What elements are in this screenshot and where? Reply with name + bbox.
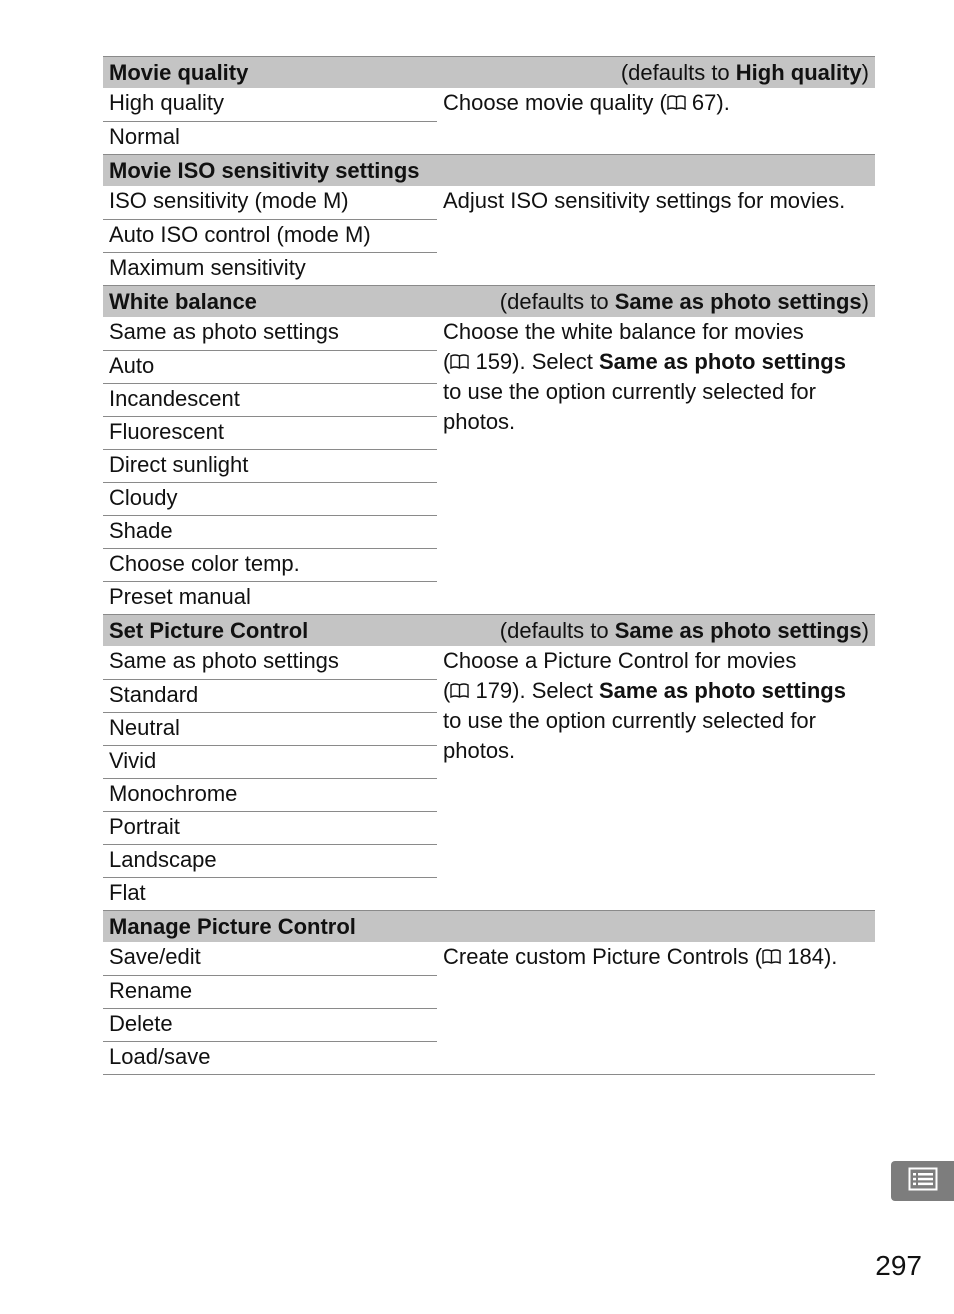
option-row: Standard: [103, 679, 437, 712]
option-row: Fluorescent: [103, 416, 437, 449]
default-value: Same as photo settings: [614, 617, 862, 643]
section-header: [103, 285, 875, 317]
section-title: Set Picture Control: [109, 617, 309, 643]
option-row: Maximum sensitivity: [103, 252, 437, 285]
option-row: Auto: [103, 350, 437, 383]
section-body: [103, 317, 875, 614]
option-row: Shade: [103, 515, 437, 548]
menu-list-tab: [891, 1161, 954, 1201]
book-icon: [667, 90, 686, 115]
option-row: Normal: [103, 121, 437, 154]
option-row: Same as photo settings: [109, 648, 339, 673]
section-header: [103, 56, 875, 88]
option-row: Monochrome: [103, 778, 437, 811]
page-number: 297: [875, 1250, 922, 1281]
option-row: Incandescent: [103, 383, 437, 416]
section-movie-iso: [103, 154, 875, 285]
section-movie-quality: [103, 56, 875, 154]
page-ref: 67: [691, 90, 717, 115]
section-header: [103, 910, 875, 942]
option-row: Landscape: [103, 844, 437, 877]
section-manage-picture-control: [103, 910, 875, 1074]
section-body: [103, 646, 875, 910]
option-row: Direct sunlight: [103, 449, 437, 482]
option-row: Rename: [103, 975, 437, 1008]
option-row: Choose color temp.: [103, 548, 437, 581]
section-header: [103, 614, 875, 646]
section-set-picture-control: [103, 614, 875, 910]
book-icon: [450, 678, 469, 703]
option-description: Adjust ISO sensitivity settings for movies.: [443, 188, 846, 213]
section-title: White balance: [109, 288, 257, 314]
option-row: Delete: [103, 1008, 437, 1041]
option-row: Neutral: [103, 712, 437, 745]
option-row: Portrait: [103, 811, 437, 844]
section-header: [103, 154, 875, 186]
section-body: [103, 186, 875, 285]
option-row: Load/save: [103, 1041, 437, 1074]
table-bottom-rule: [103, 1074, 875, 1075]
section-title: Manage Picture Control: [109, 913, 356, 939]
option-row: Same as photo settings: [109, 319, 339, 344]
option-row: High quality: [109, 90, 224, 115]
option-description: Choose movie quality ( 67).: [443, 90, 730, 115]
page-ref: 179: [475, 678, 513, 703]
section-body: [103, 88, 875, 154]
option-row: Flat: [103, 877, 437, 910]
option-row: Auto ISO control (mode M): [103, 219, 437, 252]
option-row: Preset manual: [103, 581, 437, 614]
option-row: Vivid: [103, 745, 437, 778]
menu-table: [103, 56, 875, 1075]
option-description: Choose the white balance for movies ( 159). Select Same as photo settings to use the option currently selected for photos.: [443, 319, 846, 434]
option-row: ISO sensitivity (mode M): [109, 188, 349, 213]
default-value: Same as photo settings: [614, 288, 862, 314]
default-note: (defaults to High quality): [620, 59, 869, 85]
default-note: (defaults to Same as photo settings): [499, 617, 869, 643]
option-row: Save/edit: [109, 944, 201, 969]
section-body: [103, 942, 875, 1074]
option-row: Cloudy: [103, 482, 437, 515]
section-white-balance: [103, 285, 875, 614]
section-title: Movie quality: [109, 59, 249, 85]
section-title: Movie ISO sensitivity settings: [109, 157, 420, 183]
page-ref: 159: [475, 349, 513, 374]
book-icon: [762, 944, 781, 969]
book-icon: [450, 349, 469, 374]
page-ref: 184: [787, 944, 824, 969]
option-description: Create custom Picture Controls ( 184).: [443, 944, 838, 969]
menu-list-icon: [908, 1167, 938, 1196]
option-description: Choose a Picture Control for movies ( 179). Select Same as photo settings to use the option currently selected for photos.: [443, 648, 846, 763]
default-value: High quality: [735, 59, 862, 85]
default-note: (defaults to Same as photo settings): [499, 288, 869, 314]
